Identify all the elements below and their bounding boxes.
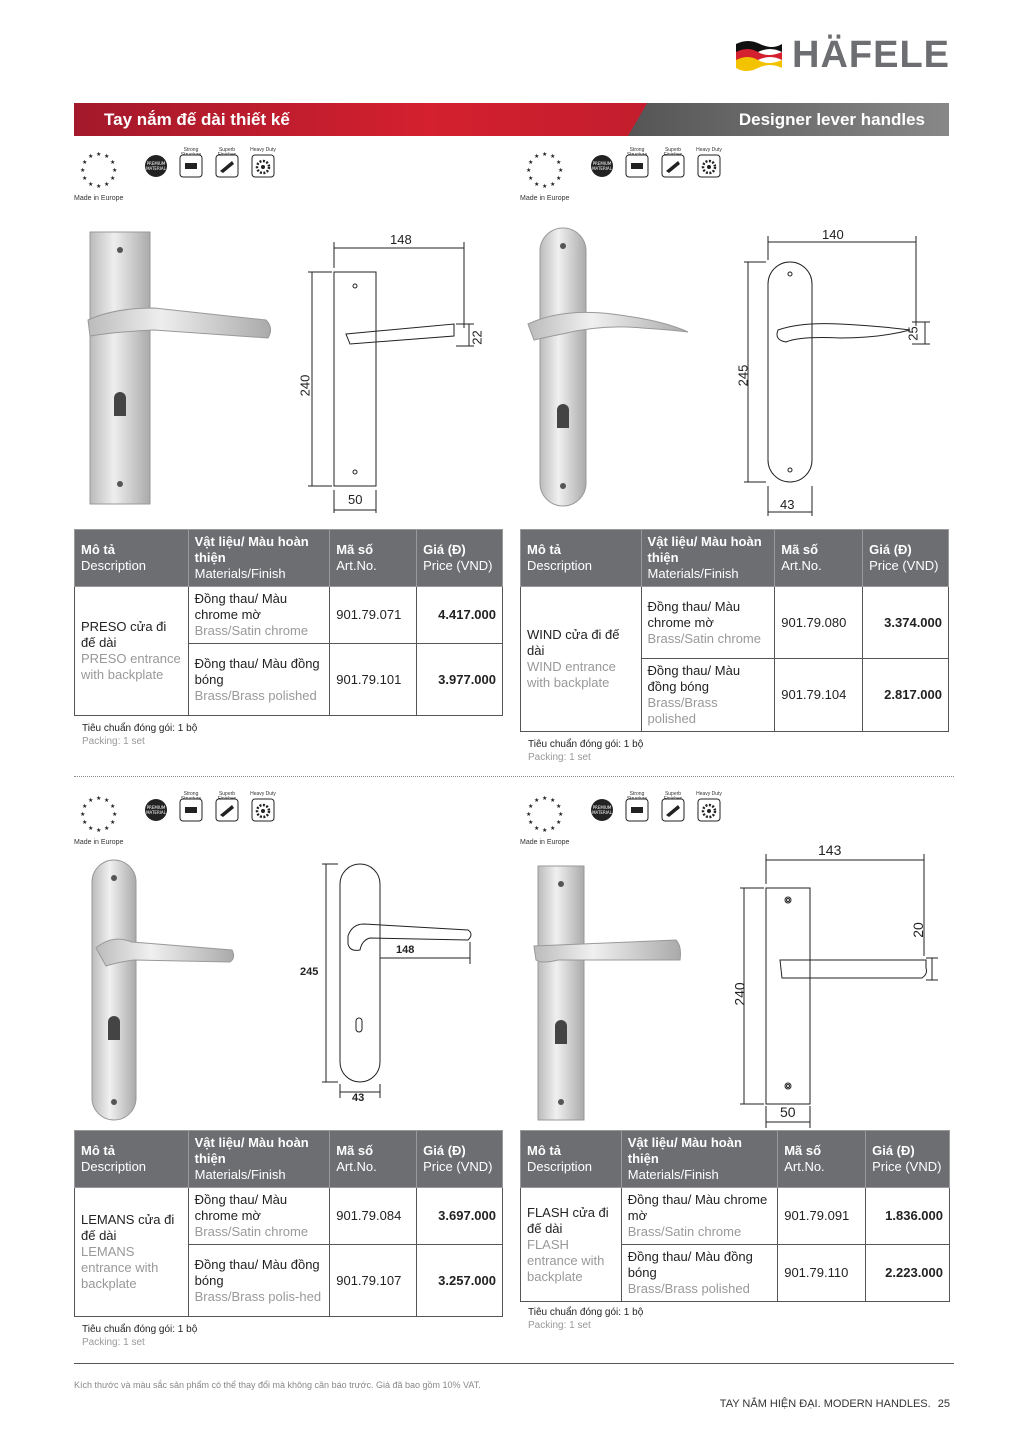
- strong-structure-label: Strong: [183, 791, 199, 797]
- superb-finishes-label: Superb: [218, 791, 236, 797]
- heavy-duty-icon: [251, 798, 275, 822]
- wind-spec-table: Mô tả Description Vật liệu/ Màu hoàn thiện Materials/Finish Mã số Art.No. Giá (Đ) Price (VND) WIND cửa đi đế dài WIND entrance with backplate Đồng thau/ Màu chrome mờ Brass/Satin chrome 901.79.080 3.374.000 Đồng thau/ Màu đồng bóng Brass/Brass polished 901.79.104 2.817.000: [520, 529, 949, 732]
- feature-icons: [74, 147, 504, 202]
- svg-text:★: ★: [556, 159, 562, 166]
- section-header-band: [74, 103, 949, 136]
- preso-packing: Tiêu chuẩn đóng gói: 1 bộ Packing: 1 set: [82, 723, 198, 747]
- premium-material-icon: [144, 798, 168, 822]
- svg-text:★: ★: [534, 825, 540, 832]
- section-title-en: Designer lever handles: [738, 110, 925, 129]
- flash-height-dim: 240: [731, 982, 748, 1006]
- svg-text:★: ★: [558, 167, 564, 174]
- svg-text:★: ★: [82, 819, 88, 826]
- premium-material-icon: [144, 154, 168, 178]
- svg-text:★: ★: [110, 803, 116, 810]
- wind-dimension-drawing: [740, 226, 940, 516]
- svg-text:★: ★: [526, 811, 532, 818]
- wind-lever-dim: 25: [905, 326, 921, 341]
- table-row: WIND cửa đi đế dài WIND entrance with backplate Đồng thau/ Màu chrome mờ Brass/Satin chrome 901.79.080 3.374.000: [521, 587, 949, 659]
- lemans-spec-table: Mô tả Description Vật liệu/ Màu hoàn thiện Materials/Finish Mã số Art.No. Giá (Đ) Price (VND) LEMANS cửa đi đế dài LEMANS entrance with backplate Đồng thau/ Màu chrome mờ Brass/Satin chrome 901.79.084 3.697.000 Đồng thau/ Màu đồng bóng Brass/Brass polis-hed 901.79.107 3.257.000: [74, 1130, 503, 1317]
- wind-height-dim: 245: [735, 364, 751, 387]
- heavy-duty-label: Heavy Duty: [250, 147, 276, 153]
- svg-text:★: ★: [88, 153, 94, 160]
- heavy-duty-label: Heavy Duty: [696, 147, 722, 153]
- superb-finishes-icon: [661, 154, 685, 178]
- table-row: FLASH cửa đi đế dài FLASH entrance with backplate Đồng thau/ Màu chrome mờ Brass/Satin chrome 901.79.091 1.836.000: [521, 1188, 950, 1245]
- wind-width-dim: 140: [822, 227, 844, 242]
- wind-plate-dim: 43: [780, 497, 795, 512]
- feature-icons: [74, 791, 504, 846]
- strong-structure-label: Strong: [183, 147, 199, 153]
- page-number: 25: [937, 1398, 950, 1410]
- svg-text:★: ★: [88, 825, 94, 832]
- section-title-vi: Tay nắm đế dài thiết kế: [104, 110, 290, 129]
- section-divider: [74, 776, 954, 777]
- lemans-handle-photo: [82, 856, 252, 1124]
- eu-stars-icon: [524, 794, 564, 834]
- heavy-duty-icon: [251, 154, 275, 178]
- svg-text:★: ★: [528, 819, 534, 826]
- preso-height-dim: 240: [297, 374, 313, 397]
- flash-plate-dim: 50: [780, 1104, 796, 1120]
- preso-plate-dim: 50: [348, 492, 363, 507]
- svg-text:★: ★: [110, 175, 116, 182]
- svg-text:★: ★: [550, 181, 556, 188]
- svg-text:★: ★: [112, 167, 118, 174]
- table-row: Đồng thau/ Màu đồng bóng Brass/Brass polished 901.79.101 3.977.000: [75, 644, 503, 716]
- table-row: Đồng thau/ Màu đồng bóng Brass/Brass polis-hed 901.79.107 3.257.000: [75, 1245, 503, 1317]
- premium-material-icon: [590, 798, 614, 822]
- svg-text:PREMIUM: PREMIUM: [592, 805, 612, 810]
- section-label-vi: TAY NẮM HIỆN ĐẠI.: [719, 1398, 821, 1410]
- svg-text:★: ★: [556, 175, 562, 182]
- flash-dimension-drawing: [731, 848, 944, 1130]
- footer-note: Kích thước và màu sắc sản phẩm có thể thay đổi mà không cần báo trước. Giá đã bao gồm 10% VAT.: [74, 1380, 481, 1390]
- heavy-duty-label: Heavy Duty: [696, 791, 722, 797]
- wind-handle-photo: [522, 224, 702, 510]
- flash-handle-photo: [526, 862, 706, 1124]
- svg-text:★: ★: [542, 151, 548, 158]
- flash-width-dim: 143: [818, 842, 842, 858]
- svg-text:★: ★: [542, 183, 548, 190]
- svg-text:★: ★: [96, 795, 102, 802]
- svg-text:★: ★: [534, 181, 540, 188]
- section-label-en: MODERN HANDLES.: [823, 1398, 931, 1410]
- svg-text:★: ★: [80, 811, 86, 818]
- svg-text:PREMIUM: PREMIUM: [146, 161, 166, 166]
- table-row: PRESO cửa đi đế dài PRESO entrance with backplate Đồng thau/ Màu chrome mờ Brass/Satin chrome 901.79.071 4.417.000: [75, 587, 503, 644]
- svg-text:★: ★: [550, 797, 556, 804]
- superb-finishes-label: Superb: [218, 147, 236, 153]
- svg-text:★: ★: [112, 811, 118, 818]
- svg-text:★: ★: [82, 175, 88, 182]
- strong-structure-label: Strong: [629, 791, 645, 797]
- svg-text:★: ★: [550, 825, 556, 832]
- svg-text:★: ★: [104, 153, 110, 160]
- svg-text:★: ★: [542, 795, 548, 802]
- svg-text:★: ★: [550, 153, 556, 160]
- svg-text:★: ★: [556, 803, 562, 810]
- svg-text:★: ★: [528, 803, 534, 810]
- svg-text:★: ★: [82, 803, 88, 810]
- svg-text:★: ★: [96, 151, 102, 158]
- preso-lever-dim: 22: [469, 330, 485, 345]
- svg-text:★: ★: [534, 797, 540, 804]
- superb-finishes-label: Superb: [664, 147, 682, 153]
- preso-width-dim: 148: [390, 232, 412, 247]
- feature-icons: [520, 147, 950, 202]
- svg-text:MATERIAL: MATERIAL: [592, 810, 612, 815]
- made-in-europe-label: Made in Europe: [74, 839, 124, 846]
- superb-finishes-icon: [215, 154, 239, 178]
- wind-packing: Tiêu chuẩn đóng gói: 1 bộ Packing: 1 set: [528, 739, 644, 763]
- strong-structure-icon: [179, 154, 203, 178]
- svg-text:★: ★: [104, 797, 110, 804]
- lemans-packing: Tiêu chuẩn đóng gói: 1 bộ Packing: 1 set: [82, 1324, 198, 1348]
- svg-text:★: ★: [110, 819, 116, 826]
- svg-text:MATERIAL: MATERIAL: [592, 166, 612, 171]
- table-row: LEMANS cửa đi đế dài LEMANS entrance with backplate Đồng thau/ Màu chrome mờ Brass/Satin chrome 901.79.084 3.697.000: [75, 1188, 503, 1245]
- svg-text:★: ★: [88, 797, 94, 804]
- svg-text:★: ★: [110, 159, 116, 166]
- made-in-europe-label: Made in Europe: [520, 839, 570, 846]
- svg-text:★: ★: [528, 175, 534, 182]
- svg-text:PREMIUM: PREMIUM: [146, 805, 166, 810]
- strong-structure-icon: [625, 798, 649, 822]
- footer-section-label: [720, 1398, 950, 1410]
- svg-text:MATERIAL: MATERIAL: [146, 810, 166, 815]
- made-in-europe-label: Made in Europe: [520, 195, 570, 202]
- lemans-height-dim: 245: [300, 966, 319, 978]
- strong-structure-icon: [625, 154, 649, 178]
- strong-structure-label: Strong: [629, 147, 645, 153]
- svg-text:PREMIUM: PREMIUM: [592, 161, 612, 166]
- svg-text:★: ★: [526, 167, 532, 174]
- table-row: Đồng thau/ Màu đồng bóng Brass/Brass polished 901.79.104 2.817.000: [521, 659, 949, 732]
- premium-material-icon: [590, 154, 614, 178]
- flash-lever-dim: 20: [909, 922, 926, 938]
- footer-rule: [74, 1363, 954, 1364]
- svg-text:★: ★: [528, 159, 534, 166]
- heavy-duty-label: Heavy Duty: [250, 791, 276, 797]
- heavy-duty-icon: [697, 154, 721, 178]
- svg-text:★: ★: [534, 153, 540, 160]
- svg-text:MATERIAL: MATERIAL: [146, 166, 166, 171]
- lemans-width-dim: 148: [396, 944, 415, 956]
- svg-text:★: ★: [104, 825, 110, 832]
- feature-icons: [520, 791, 950, 846]
- table-row: Đồng thau/ Màu đồng bóng Brass/Brass polished 901.79.110 2.223.000: [521, 1245, 950, 1302]
- svg-text:★: ★: [558, 811, 564, 818]
- svg-text:★: ★: [96, 827, 102, 834]
- german-flag-icon: [734, 38, 784, 74]
- svg-text:★: ★: [82, 159, 88, 166]
- eu-stars-icon: [78, 794, 118, 834]
- brand-name: HÄFELE: [792, 34, 950, 76]
- heavy-duty-icon: [697, 798, 721, 822]
- strong-structure-icon: [179, 798, 203, 822]
- preso-spec-table: Mô tả Description Vật liệu/ Màu hoàn thiện Materials/Finish Mã số Art.No. Giá (Đ) Price (VND) PRESO cửa đi đế dài PRESO entrance with backplate Đồng thau/ Màu chrome mờ Brass/Satin chrome 901.79.071 4.417.000 Đồng thau/ Màu đồng bóng Brass/Brass polished 901.79.101 3.977.000: [74, 529, 503, 716]
- svg-text:★: ★: [88, 181, 94, 188]
- svg-text:★: ★: [542, 827, 548, 834]
- flash-packing: Tiêu chuẩn đóng gói: 1 bộ Packing: 1 set: [528, 1307, 644, 1331]
- superb-finishes-label: Superb: [664, 791, 682, 797]
- svg-text:★: ★: [556, 819, 562, 826]
- preso-handle-photo: [84, 228, 284, 508]
- svg-text:★: ★: [96, 183, 102, 190]
- flash-spec-table: Mô tả Description Vật liệu/ Màu hoàn thiện Materials/Finish Mã số Art.No. Giá (Đ) Price (VND) FLASH cửa đi đế dài FLASH entrance with backplate Đồng thau/ Màu chrome mờ Brass/Satin chrome 901.79.091 1.836.000 Đồng thau/ Màu đồng bóng Brass/Brass polished 901.79.110 2.223.000: [520, 1130, 950, 1302]
- eu-stars-icon: [524, 150, 564, 190]
- preso-dimension-drawing: [294, 228, 494, 513]
- svg-text:★: ★: [80, 167, 86, 174]
- superb-finishes-icon: [661, 798, 685, 822]
- eu-stars-icon: [78, 150, 118, 190]
- made-in-europe-label: Made in Europe: [74, 195, 124, 202]
- lemans-plate-dim: 43: [352, 1092, 365, 1104]
- brand-logo: [734, 34, 950, 77]
- svg-text:★: ★: [104, 181, 110, 188]
- superb-finishes-icon: [215, 798, 239, 822]
- lemans-dimension-drawing: [304, 860, 484, 1120]
